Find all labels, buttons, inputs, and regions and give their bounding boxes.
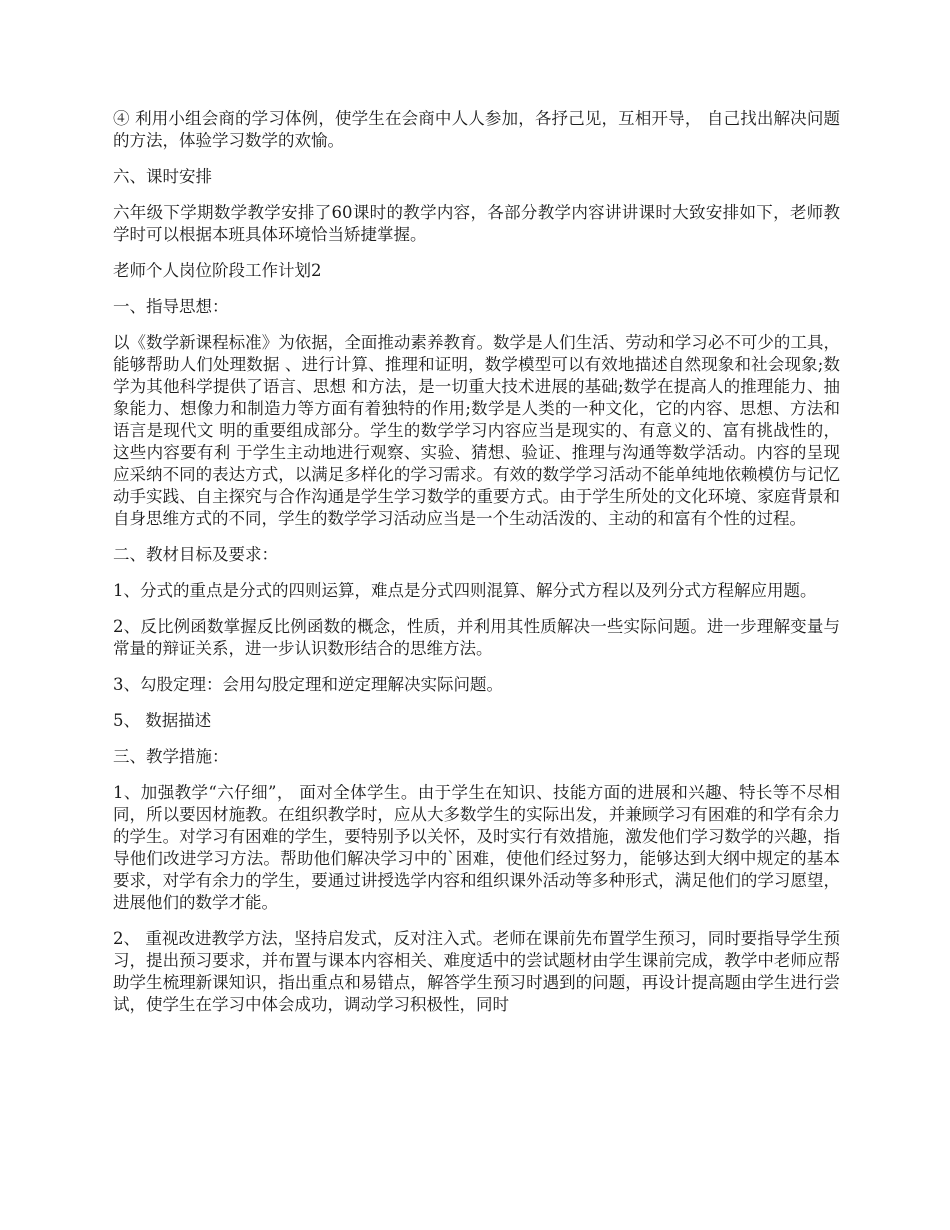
paragraph-schedule: 六年级下学期数学教学安排了60课时的教学内容，各部分教学内容讲讲课时大致安排如下，老师教学时可以根据本班具体环境恰当矫捷掌握。 (113, 203, 840, 244)
paragraph-measure-1: 1、加强教学“六仔细”， 面对全体学生。由于学生在知识、技能方面的进展和兴趣、特长等不尽相同，所以要因材施教。在组织教学时，应从大多数学生的实际出发，并兼顾学习有困难的和学有余力的学生。对学习有困难的学生，要特别予以关怀，及时实行有效措施，激发他们学习数学的兴趣，指导他们改进学习方法。帮助他们解决学习中的`困难，使他们经过努力，能够达到大纲中规定的基本要求，对学有余力的学生，要通过讲授选学内容和组织课外活动等多种形式，满足他们的学习愿望，进展他们的数学才能。 (113, 783, 840, 912)
paragraph-guiding-ideology: 以《数学新课程标准》为依据，全面推动素养教育。数学是人们生活、劳动和学习必不可少的工具，能够帮助人们处理数据 、进行计算、推理和证明，数学模型可以有效地描述自然现象和社会现象;数学为其他科学提供了语言、思想 和方法，是一切重大技术进展的基础;数学在提高人的推理能力、抽象能力、想像力和制造力等方面有着独特的作用;数学是人类的一种文化，它的内容、思想、方法和语言是现代文 明的重要组成部分。学生的数学学习内容应当是现实的、有意义的、富有挑战性的，这些内容要有利 于学生主动地进行观察、实验、猜想、验证、推理与沟通等数学活动。内容的呈现应采纳不同的表达方式，以满足多样化的学习需求。有效的数学学习活动不能单纯地依赖模仿与记忆动手实践、自主探究与合作沟通是学生学习数学的重要方式。由于学生所处的文化环境、家庭背景和自身思维方式的不同，学生的数学学习活动应当是一个生动活泼的、主动的和富有个性的过程。 (113, 333, 840, 528)
document-page (113, 108, 840, 1030)
paragraph-goal-inverse-function: 2、反比例函数掌握反比例函数的概念，性质，并利用其性质解决一些实际问题。进一步理解变量与常量的辩证关系，进一步认识数形结合的思维方法。 (113, 617, 840, 658)
heading-textbook-goals: 二、教材目标及要求： (113, 545, 278, 564)
paragraph-goal-data: 5、 数据描述 (113, 711, 212, 730)
paragraph-goal-fractions: 1、分式的重点是分式的四则运算，难点是分式四则混算、解分式方程以及列分式方程解应用题。 (113, 581, 817, 600)
heading-guiding-ideology: 一、指导思想： (113, 297, 229, 316)
paragraph-measure-2: 2、 重视改进教学方法，坚持启发式，反对注入式。老师在课前先布置学生预习，同时要指导学生预习，提出预习要求，并布置与课本内容相关、难度适中的尝试题材由学生课前完成，教学中老师应帮助学生梳理新课知识，指出重点和易错点，解答学生预习时遇到的问题，再设计提高题由学生进行尝试，使学生在学习中体会成功，调动学习积极性，同时 (113, 929, 840, 1014)
heading-work-plan-2: 老师个人岗位阶段工作计划2 (113, 261, 322, 280)
paragraph-goal-pythagorean: 3、勾股定理：会用勾股定理和逆定理解决实际问题。 (113, 675, 503, 694)
heading-teaching-measures: 三、教学措施： (113, 747, 229, 766)
heading-class-schedule: 六、课时安排 (113, 167, 212, 186)
paragraph-group-work: ④ 利用小组会商的学习体例，使学生在会商中人人参加，各抒己见，互相开导， 自己找出解决问题的方法，体验学习数学的欢愉。 (113, 109, 840, 150)
